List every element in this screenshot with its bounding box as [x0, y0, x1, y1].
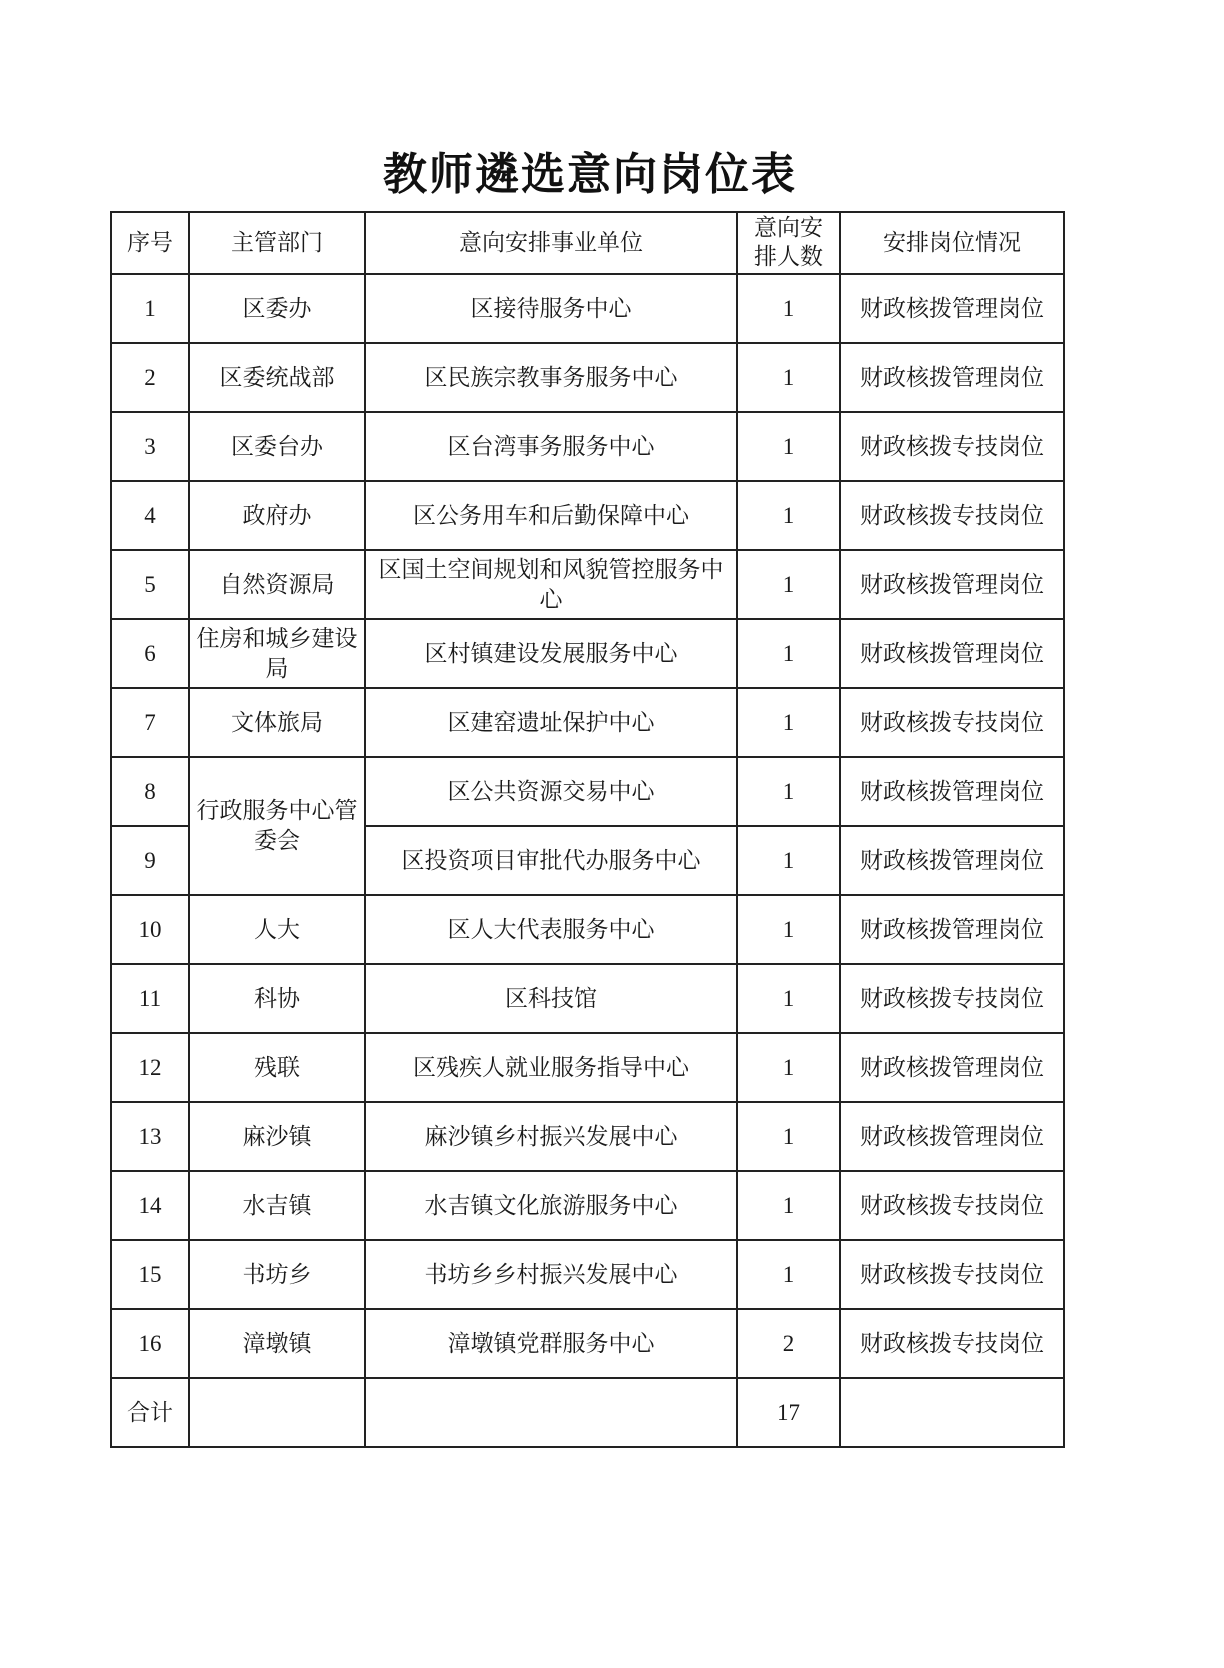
cell-count: 1: [737, 1033, 840, 1102]
cell-department: 水吉镇: [189, 1171, 365, 1240]
cell-index: 1: [111, 274, 189, 343]
cell-count: 1: [737, 550, 840, 619]
cell-post: 财政核拨管理岗位: [840, 619, 1064, 688]
cell-post: 财政核拨管理岗位: [840, 895, 1064, 964]
cell-index: 5: [111, 550, 189, 619]
cell-department: 科协: [189, 964, 365, 1033]
table-row: [111, 1309, 1064, 1378]
cell-post: 财政核拨管理岗位: [840, 274, 1064, 343]
header-index: 序号: [111, 212, 189, 274]
table-row: [111, 895, 1064, 964]
cell-index: 2: [111, 343, 189, 412]
cell-unit: 区投资项目审批代办服务中心: [365, 826, 737, 895]
cell-department: 麻沙镇: [189, 1102, 365, 1171]
table-row: [111, 757, 1064, 826]
cell-department: 区委台办: [189, 412, 365, 481]
cell-count: 1: [737, 895, 840, 964]
table-row: [111, 412, 1064, 481]
cell-unit: 区人大代表服务中心: [365, 895, 737, 964]
cell-count: 1: [737, 343, 840, 412]
cell-index: 4: [111, 481, 189, 550]
cell-unit: 水吉镇文化旅游服务中心: [365, 1171, 737, 1240]
cell-post: 财政核拨管理岗位: [840, 343, 1064, 412]
cell-count: 1: [737, 1102, 840, 1171]
cell-post: 财政核拨专技岗位: [840, 1171, 1064, 1240]
cell-post: 财政核拨管理岗位: [840, 1102, 1064, 1171]
cell-department: 区委统战部: [189, 343, 365, 412]
cell-post: 财政核拨专技岗位: [840, 481, 1064, 550]
cell-index: 11: [111, 964, 189, 1033]
cell-unit: 区公共资源交易中心: [365, 757, 737, 826]
cell-index: 12: [111, 1033, 189, 1102]
cell-unit: 区科技馆: [365, 964, 737, 1033]
cell-count: 1: [737, 826, 840, 895]
cell-department: 政府办: [189, 481, 365, 550]
header-department: 主管部门: [189, 212, 365, 274]
cell-department: 人大: [189, 895, 365, 964]
cell-unit: 区国土空间规划和风貌管控服务中心: [365, 550, 737, 619]
table-body: [111, 274, 1064, 1447]
cell-unit: 区村镇建设发展服务中心: [365, 619, 737, 688]
cell-post: 财政核拨管理岗位: [840, 757, 1064, 826]
total-post: [840, 1378, 1064, 1447]
header-count: 意向安排人数: [737, 212, 840, 274]
cell-unit: 书坊乡乡村振兴发展中心: [365, 1240, 737, 1309]
cell-index: 3: [111, 412, 189, 481]
cell-unit: 区残疾人就业服务指导中心: [365, 1033, 737, 1102]
cell-post: 财政核拨专技岗位: [840, 1309, 1064, 1378]
cell-count: 1: [737, 619, 840, 688]
cell-count: 1: [737, 1171, 840, 1240]
cell-department: 文体旅局: [189, 688, 365, 757]
cell-unit: 麻沙镇乡村振兴发展中心: [365, 1102, 737, 1171]
cell-count: 1: [737, 1240, 840, 1309]
cell-index: 15: [111, 1240, 189, 1309]
table-row: [111, 619, 1064, 688]
cell-count: 1: [737, 757, 840, 826]
total-count: 17: [737, 1378, 840, 1447]
cell-post: 财政核拨专技岗位: [840, 412, 1064, 481]
table-row: [111, 964, 1064, 1033]
cell-count: 2: [737, 1309, 840, 1378]
table-row: [111, 343, 1064, 412]
cell-index: 13: [111, 1102, 189, 1171]
cell-unit: 区台湾事务服务中心: [365, 412, 737, 481]
cell-unit: 区建窑遗址保护中心: [365, 688, 737, 757]
cell-post: 财政核拨专技岗位: [840, 688, 1064, 757]
header-post: 安排岗位情况: [840, 212, 1064, 274]
header-unit: 意向安排事业单位: [365, 212, 737, 274]
cell-index: 9: [111, 826, 189, 895]
cell-index: 10: [111, 895, 189, 964]
cell-count: 1: [737, 688, 840, 757]
cell-post: 财政核拨专技岗位: [840, 964, 1064, 1033]
cell-index: 8: [111, 757, 189, 826]
table-row: [111, 481, 1064, 550]
positions-table: [110, 211, 1065, 1448]
table-row: [111, 274, 1064, 343]
total-label: 合计: [111, 1378, 189, 1447]
cell-department: 残联: [189, 1033, 365, 1102]
cell-unit: 区接待服务中心: [365, 274, 737, 343]
cell-index: 16: [111, 1309, 189, 1378]
cell-count: 1: [737, 964, 840, 1033]
page-title: 教师遴选意向岗位表: [383, 149, 797, 200]
cell-index: 6: [111, 619, 189, 688]
cell-post: 财政核拨管理岗位: [840, 826, 1064, 895]
cell-index: 7: [111, 688, 189, 757]
total-unit: [365, 1378, 737, 1447]
cell-unit: 漳墩镇党群服务中心: [365, 1309, 737, 1378]
cell-department: 区委办: [189, 274, 365, 343]
table-row: [111, 1102, 1064, 1171]
table-row: [111, 550, 1064, 619]
cell-post: 财政核拨专技岗位: [840, 1240, 1064, 1309]
cell-count: 1: [737, 412, 840, 481]
cell-department: 自然资源局: [189, 550, 365, 619]
table-row: [111, 1033, 1064, 1102]
total-department: [189, 1378, 365, 1447]
cell-unit: 区公务用车和后勤保障中心: [365, 481, 737, 550]
cell-department: 漳墩镇: [189, 1309, 365, 1378]
cell-unit: 区民族宗教事务服务中心: [365, 343, 737, 412]
cell-post: 财政核拨管理岗位: [840, 1033, 1064, 1102]
cell-department: 住房和城乡建设局: [189, 619, 365, 688]
cell-department-merged: 行政服务中心管委会: [189, 757, 365, 895]
total-row: [111, 1378, 1064, 1447]
cell-count: 1: [737, 274, 840, 343]
cell-index: 14: [111, 1171, 189, 1240]
cell-department: 书坊乡: [189, 1240, 365, 1309]
table-header-row: [111, 212, 1064, 274]
cell-post: 财政核拨管理岗位: [840, 550, 1064, 619]
table-row: [111, 688, 1064, 757]
table-row: [111, 1240, 1064, 1309]
cell-count: 1: [737, 481, 840, 550]
table-row: [111, 1171, 1064, 1240]
